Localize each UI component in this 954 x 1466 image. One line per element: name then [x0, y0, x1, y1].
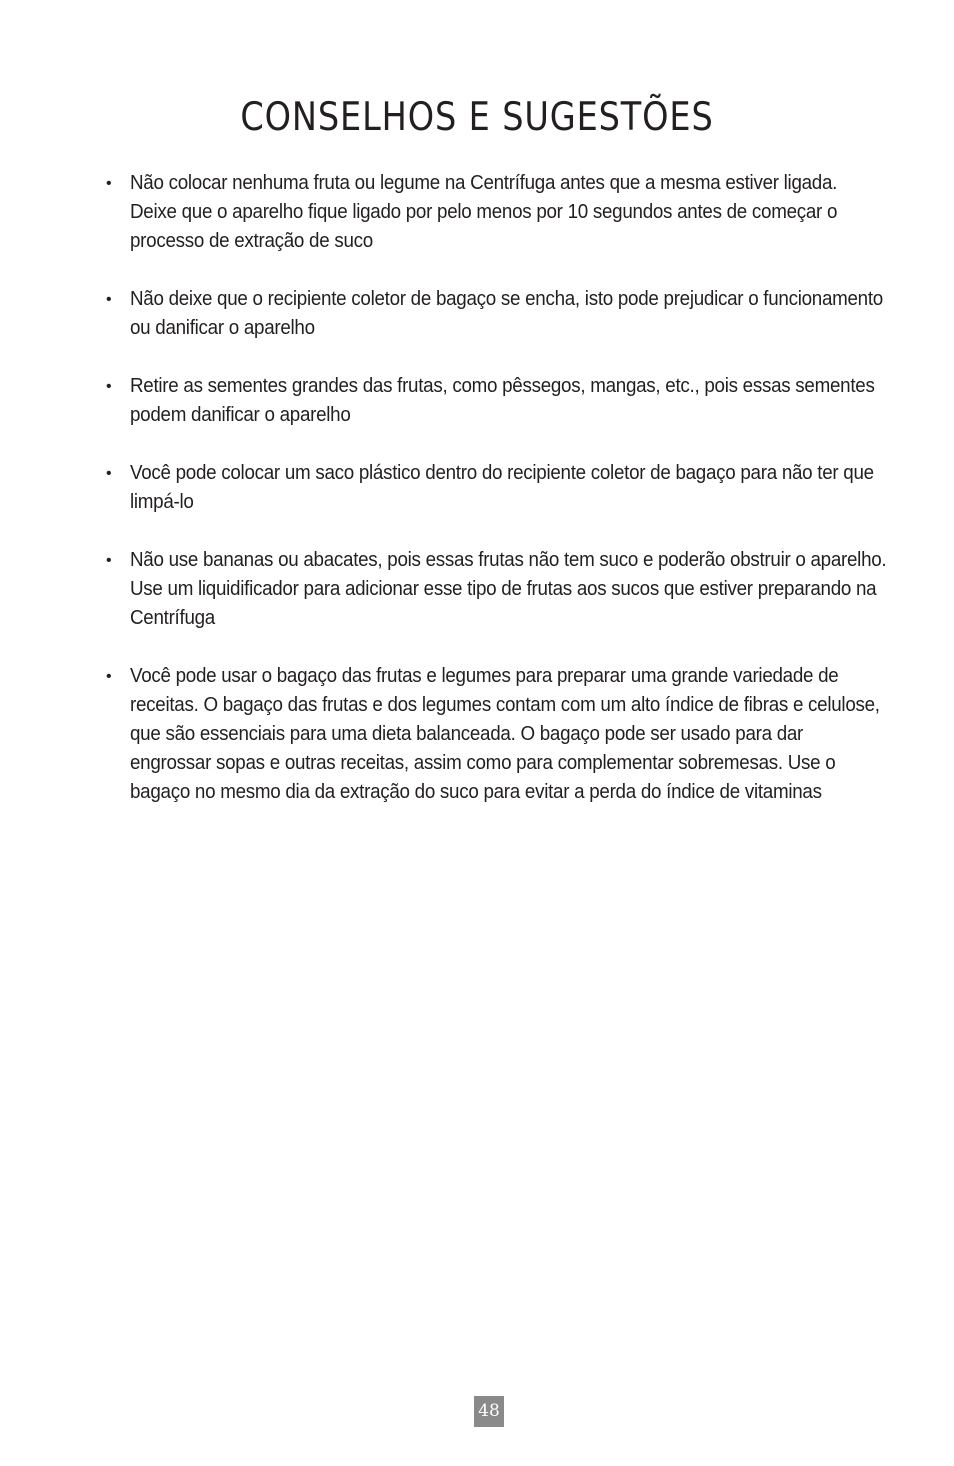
- list-item: [100, 285, 890, 343]
- list-item: [100, 459, 890, 517]
- bullet-icon: •: [106, 552, 112, 569]
- tip-text: Não colocar nenhuma fruta ou legume na Centrífuga antes que a mesma estiver ligada. Deixe que o aparelho fique ligado por pelo menos por 10 segundos antes de começar o processo de extração de suco: [130, 172, 838, 252]
- bullet-icon: •: [106, 291, 112, 308]
- page-title: CONSELHOS E SUGESTÕES: [240, 95, 714, 140]
- bullet-icon: •: [106, 378, 112, 395]
- list-item: [100, 662, 890, 807]
- tip-text: Você pode colocar um saco plástico dentro do recipiente coletor de bagaço para não ter que limpá-lo: [130, 462, 874, 513]
- tip-text: Você pode usar o bagaço das frutas e legumes para preparar uma grande variedade de receitas. O bagaço das frutas e dos legumes contam com um alto índice de fibras e celulose, que são essenciais para uma dieta balanceada. O bagaço pode ser usado para dar engrossar sopas e outras receitas, assim como para complementar sobremesas. Use o bagaço no mesmo dia da extração do suco para evitar a perda do índice de vitaminas: [130, 665, 880, 803]
- list-item: [100, 169, 890, 256]
- tip-text: Retire as sementes grandes das frutas, como pêssegos, mangas, etc., pois essas sementes podem danificar o aparelho: [130, 375, 875, 426]
- page-number: 48: [474, 1396, 504, 1427]
- tip-text: Não deixe que o recipiente coletor de bagaço se encha, isto pode prejudicar o funcionamento ou danificar o aparelho: [130, 288, 883, 339]
- tip-text: Não use bananas ou abacates, pois essas frutas não tem suco e poderão obstruir o aparelho. Use um liquidificador para adicionar esse tipo de frutas aos sucos que estiver preparando na Centrífuga: [130, 549, 887, 629]
- bullet-icon: •: [106, 465, 112, 482]
- list-item: [100, 546, 890, 633]
- list-item: [100, 372, 890, 430]
- bullet-icon: •: [106, 668, 112, 685]
- bullet-icon: •: [106, 175, 112, 192]
- tips-list: [100, 169, 890, 836]
